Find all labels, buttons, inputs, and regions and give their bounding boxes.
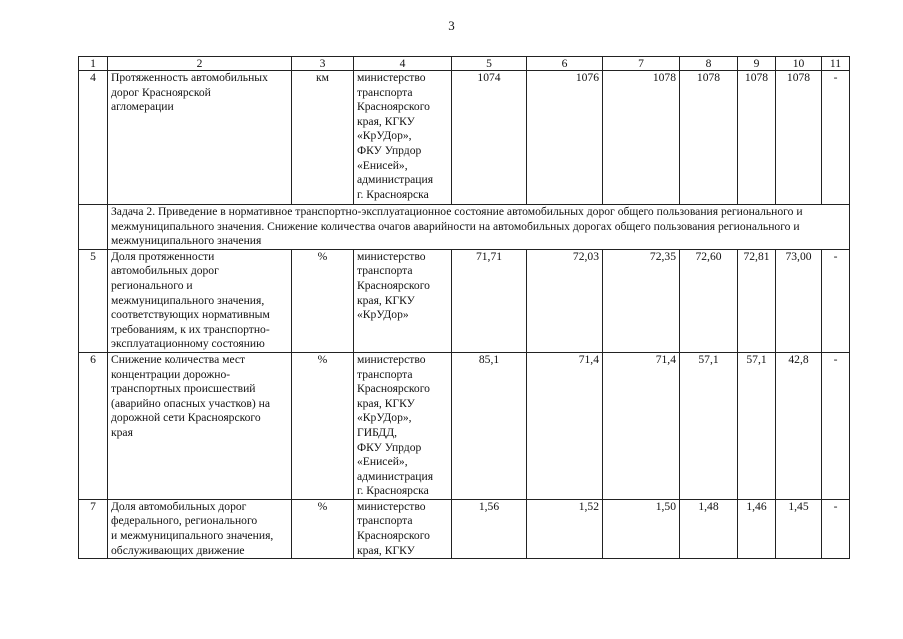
unit: % [292,499,354,558]
column-number-row [79,57,850,71]
text-line: обслуживающих движение [111,543,245,557]
text-line: Красноярского [357,529,430,543]
value-cell-last: - [822,71,850,205]
text-line: администрация [357,469,434,483]
text-line: министерство [357,71,426,84]
unit: км [292,71,354,205]
column-number: 6 [527,57,603,71]
value-cell: 1,56 [452,499,527,558]
data-source [354,499,452,558]
text-line: Красноярского [357,100,430,114]
column-number: 11 [822,57,850,71]
text-line: эксплуатационному состоянию [111,337,265,351]
row-number: 6 [79,352,108,499]
value-cell: 72,60 [680,249,738,352]
text-line: Снижение количества мест [111,352,246,366]
text-line: агломерации [111,100,174,114]
value-cell: 72,35 [603,249,680,352]
value-cell: 1,46 [738,499,776,558]
text-line: (аварийно опасных участков) на [111,396,270,410]
page-number: 3 [448,18,455,33]
indicator-name [108,71,292,205]
text-line: требованиям, к их транспортно- [111,322,270,336]
text-line: Доля протяженности [111,249,215,263]
text-line: автомобильных дорог [111,264,219,278]
value-cell: 73,00 [776,249,822,352]
value-cell: 71,4 [603,352,680,499]
value-cell: 85,1 [452,352,527,499]
text-line: транспорта [357,367,413,381]
text-line: Красноярского [357,382,430,396]
column-number: 4 [354,57,452,71]
row-number: 4 [79,71,108,205]
row-number: 5 [79,249,108,352]
text-line: транспорта [357,514,413,528]
text-line: дорог Красноярской [111,85,211,99]
text-line: межмуниципального значения, [111,293,265,307]
column-number: 3 [292,57,354,71]
value-cell: 57,1 [738,352,776,499]
indicators-table [78,56,850,559]
table-row [79,71,850,205]
text-line: транспортных происшествий [111,382,256,396]
value-cell: 1,48 [680,499,738,558]
data-source [354,352,452,499]
indicator-name [108,499,292,558]
column-number: 7 [603,57,680,71]
value-cell-last: - [822,352,850,499]
unit: % [292,249,354,352]
value-cell: 1078 [738,71,776,205]
text-line: концентрации дорожно- [111,367,231,381]
column-number: 10 [776,57,822,71]
empty-cell [79,205,108,250]
value-cell: 72,03 [527,249,603,352]
text-line: «КрУДор», [357,129,412,143]
column-number: 8 [680,57,738,71]
text-line: соответствующих нормативным [111,308,270,322]
value-cell: 1078 [680,71,738,205]
value-cell: 71,4 [527,352,603,499]
text-line: ФКУ Упрдор [357,440,422,454]
value-cell: 57,1 [680,352,738,499]
value-cell: 42,8 [776,352,822,499]
text-line: края, КГКУ [357,396,415,410]
text-line: края, КГКУ [357,543,415,557]
column-number: 1 [79,57,108,71]
indicator-name [108,249,292,352]
text-line: регионального и [111,278,193,292]
text-line: г. Красноярска [357,484,429,498]
value-cell: 1078 [603,71,680,205]
text-line: края, КГКУ [357,114,415,128]
text-line: министерство [357,499,426,513]
text-line: министерство [357,352,426,366]
text-line: транспорта [357,85,413,99]
text-line: федерального, регионального [111,514,258,528]
value-cell: 1,50 [603,499,680,558]
text-line: министерство [357,249,426,263]
column-number: 9 [738,57,776,71]
column-number: 5 [452,57,527,71]
row-number: 7 [79,499,108,558]
column-number: 2 [108,57,292,71]
indicator-name [108,352,292,499]
table-row [79,499,850,558]
text-line: Протяженность автомобильных [111,71,268,84]
text-line: администрация [357,173,434,187]
value-cell-last: - [822,499,850,558]
data-source [354,71,452,205]
text-line: ФКУ Упрдор [357,143,422,157]
task-heading [108,205,850,250]
text-line: и межмуниципального значения, [111,529,274,543]
text-line: дорожной сети Красноярского [111,411,261,425]
value-cell: 71,71 [452,249,527,352]
text-line: Доля автомобильных дорог [111,499,247,513]
text-line: Задача 2. Приведение в нормативное транспортно-эксплуатационное состояние автомобильных дорог общего пользования регионального и [111,205,803,218]
data-source [354,249,452,352]
text-line: края [111,425,133,439]
text-line: «Енисей», [357,158,408,172]
text-line: транспорта [357,264,413,278]
table-row [79,249,850,352]
text-line: «Енисей», [357,455,408,469]
value-cell: 1,52 [527,499,603,558]
value-cell: 1,45 [776,499,822,558]
text-line: межмуниципального значения. Снижение количества очагов аварийности на автомобильных дорогах общего пользования регионального и [111,219,800,233]
value-cell: 1078 [776,71,822,205]
value-cell: 72,81 [738,249,776,352]
value-cell: 1074 [452,71,527,205]
text-line: «КрУДор» [357,308,409,322]
value-cell-last: - [822,249,850,352]
unit: % [292,352,354,499]
text-line: края, КГКУ [357,293,415,307]
task-row [79,205,850,250]
text-line: «КрУДор», [357,411,412,425]
text-line: межмуниципального значения [111,234,262,248]
text-line: ГИБДД, [357,425,398,439]
text-line: г. Красноярска [357,187,429,201]
table-row [79,352,850,499]
text-line: Красноярского [357,278,430,292]
value-cell: 1076 [527,71,603,205]
